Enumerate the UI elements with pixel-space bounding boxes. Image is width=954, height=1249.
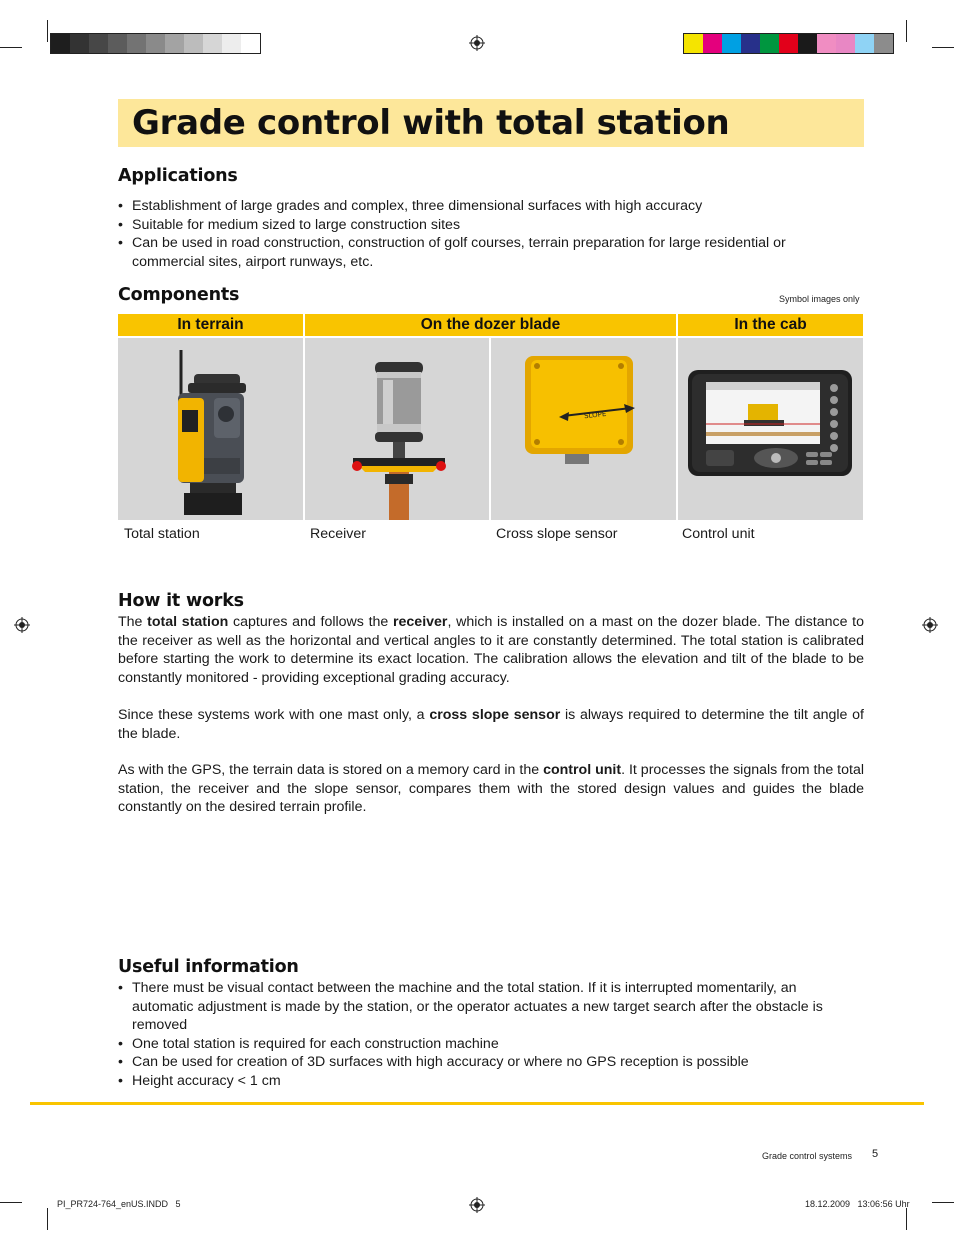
registration-mark-icon (469, 35, 485, 51)
calibration-swatch (146, 34, 165, 53)
calibration-swatch (684, 34, 703, 53)
page-title: Grade control with total station (132, 103, 730, 143)
useful-information-list (118, 979, 838, 1090)
title-banner (118, 99, 864, 147)
control-unit-image (678, 338, 863, 520)
how-it-works-heading: How it works (118, 591, 244, 611)
calibration-swatch (779, 34, 798, 53)
calibration-swatch (817, 34, 836, 53)
list-item: • Suitable for medium sized to large construction sites (118, 216, 818, 235)
calibration-swatch (836, 34, 855, 53)
calibration-swatch (203, 34, 222, 53)
list-item: • One total station is required for each construction machine (118, 1035, 838, 1054)
caption-cross-slope-sensor: Cross slope sensor (496, 526, 618, 542)
components-heading: Components (118, 285, 240, 305)
calibration-swatch (184, 34, 203, 53)
bold-text: receiver (393, 614, 448, 630)
how-it-works-paragraph-2 (118, 706, 864, 743)
text: The (118, 614, 148, 630)
useful-information-heading: Useful information (118, 957, 299, 977)
cross-slope-sensor-image (491, 338, 676, 520)
page-number: 5 (872, 1148, 879, 1160)
calibration-swatch (51, 34, 70, 53)
color-calibration-bar (683, 33, 894, 54)
calibration-swatch (760, 34, 779, 53)
footer-timestamp: 18.12.2009 13:06:56 Uhr (805, 1199, 910, 1209)
text: captures and follows the (228, 614, 393, 630)
registration-mark-icon (469, 1197, 485, 1213)
how-it-works-paragraph-1 (118, 613, 864, 687)
calibration-swatch (703, 34, 722, 53)
footer-file-name: PI_PR724-764_enUS.INDD 5 (57, 1199, 181, 1209)
list-item: • Can be used in road construction, construction of golf courses, terrain preparation for large residential or commercial sites, airport runways, etc. (118, 234, 818, 271)
column-header-dozer-blade: On the dozer blade (305, 314, 676, 336)
registration-mark-icon (14, 617, 30, 633)
symbol-images-note: Symbol images only (779, 294, 860, 304)
text: As with the GPS, the terrain data is stored on a memory card in the (118, 762, 544, 778)
text: . It processes the signals from the total station, the receiver and the slope sensor, compares them with the stored design values and guides the blade constantly on the desired terrain profile. (118, 762, 864, 815)
list-item: • There must be visual contact between the machine and the total station. If it is interrupted momentarily, an automatic adjustment is made by the station, or the operator actuates a new target search after the obstacle is removed (118, 979, 838, 1035)
text: is always required to determine the tilt angle of the blade. (118, 707, 864, 742)
bold-text: control unit (543, 762, 622, 778)
list-item: • Establishment of large grades and complex, three dimensional surfaces with high accuracy (118, 197, 818, 216)
column-header-in-cab: In the cab (678, 314, 863, 336)
calibration-swatch (741, 34, 760, 53)
caption-total-station: Total station (124, 526, 200, 542)
registration-mark-icon (922, 617, 938, 633)
calibration-swatch (874, 34, 893, 53)
total-station-image (118, 338, 303, 520)
applications-heading: Applications (118, 166, 238, 186)
calibration-swatch (722, 34, 741, 53)
calibration-swatch (89, 34, 108, 53)
slope-label: SLOPE (583, 409, 607, 421)
calibration-swatch (798, 34, 817, 53)
applications-list (118, 197, 818, 271)
list-item: • Can be used for creation of 3D surfaces with high accuracy or where no GPS reception is possible (118, 1053, 838, 1072)
grayscale-calibration-bar (50, 33, 261, 54)
bold-text: cross slope sensor (429, 707, 561, 723)
caption-receiver: Receiver (310, 526, 366, 542)
receiver-image (305, 338, 489, 520)
text: Since these systems work with one mast only, a (118, 707, 430, 723)
calibration-swatch (222, 34, 241, 53)
calibration-swatch (127, 34, 146, 53)
bold-text: total station (147, 614, 229, 630)
calibration-swatch (70, 34, 89, 53)
footer-rule (30, 1102, 924, 1105)
calibration-swatch (165, 34, 184, 53)
caption-control-unit: Control unit (682, 526, 755, 542)
calibration-swatch (241, 34, 260, 53)
footer-section-name: Grade control systems (762, 1151, 853, 1161)
how-it-works-paragraph-3 (118, 761, 864, 817)
calibration-swatch (108, 34, 127, 53)
calibration-swatch (855, 34, 874, 53)
list-item: • Height accuracy < 1 cm (118, 1072, 838, 1091)
column-header-in-terrain: In terrain (118, 314, 303, 336)
text: , which is installed on a mast on the dozer blade. The distance to the receiver as well as the horizontal and vertical angles to it are constantly determined. The total station is calibrated before starting the work to determine its exact location. The calibration allows the elevation and tilt of the blade to be constantly monitored - providing exceptional grading accuracy. (118, 614, 864, 686)
